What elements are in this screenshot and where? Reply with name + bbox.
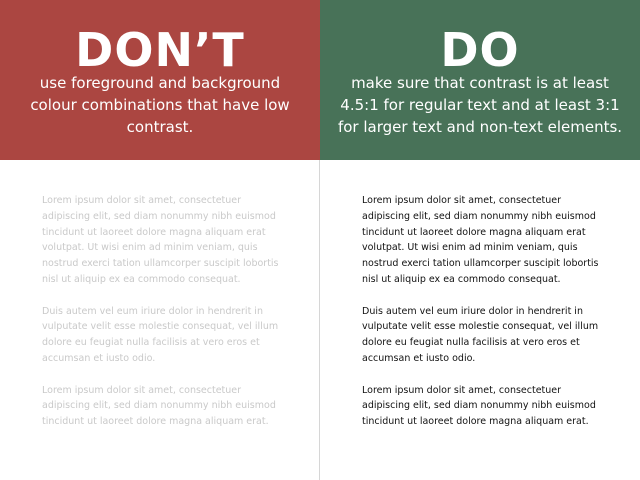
do-subtext: make sure that contrast is at least 4.5:1 for regular text and at least 3:1 for larger text and non-text elements. bbox=[337, 74, 623, 136]
dont-paragraph-3: Lorem ipsum dolor sit amet, consectetuer adipiscing elit, sed diam nonummy nibh euismod tincidunt ut laoreet dolore magna aliquam erat. bbox=[42, 384, 276, 428]
do-paragraph-3: Lorem ipsum dolor sit amet, consectetuer adipiscing elit, sed diam nonummy nibh euismod tincidunt ut laoreet dolore magna aliquam erat. bbox=[362, 384, 596, 428]
do-panel bbox=[320, 0, 640, 480]
dont-subtext: use foreground and background colour combinations that have low contrast. bbox=[30, 74, 290, 136]
dont-sample-text bbox=[42, 193, 282, 446]
dont-header bbox=[0, 0, 320, 160]
dont-paragraph-2: Duis autem vel eum iriure dolor in hendrerit in vulputate velit esse molestie consequat, vel illum dolore eu feugiat nulla facilisis at vero eros et accumsan et iusto odio. bbox=[42, 305, 279, 364]
dont-paragraph-1: Lorem ipsum dolor sit amet, consectetuer adipiscing elit, sed diam nonummy nibh euismod tincidunt ut laoreet dolore magna aliquam erat volutpat. Ut wisi enim ad minim veniam, quis nostrud exerci tation ullamcorper suscipit lobortis nisl ut aliquip ex ea commodo consequat. bbox=[42, 195, 279, 285]
dont-heading: DON’T bbox=[75, 23, 245, 77]
do-header bbox=[320, 0, 640, 160]
do-heading: DO bbox=[440, 23, 520, 77]
do-sample-text bbox=[362, 193, 602, 446]
do-paragraph-2: Duis autem vel eum iriure dolor in hendrerit in vulputate velit esse molestie consequat, vel illum dolore eu feugiat nulla facilisis at vero eros et accumsan et iusto odio. bbox=[362, 305, 599, 364]
do-paragraph-1: Lorem ipsum dolor sit amet, consectetuer adipiscing elit, sed diam nonummy nibh euismod tincidunt ut laoreet dolore magna aliquam erat volutpat. Ut wisi enim ad minim veniam, quis nostrud exerci tation ullamcorper suscipit lobortis nisl ut aliquip ex ea commodo consequat. bbox=[362, 195, 599, 285]
